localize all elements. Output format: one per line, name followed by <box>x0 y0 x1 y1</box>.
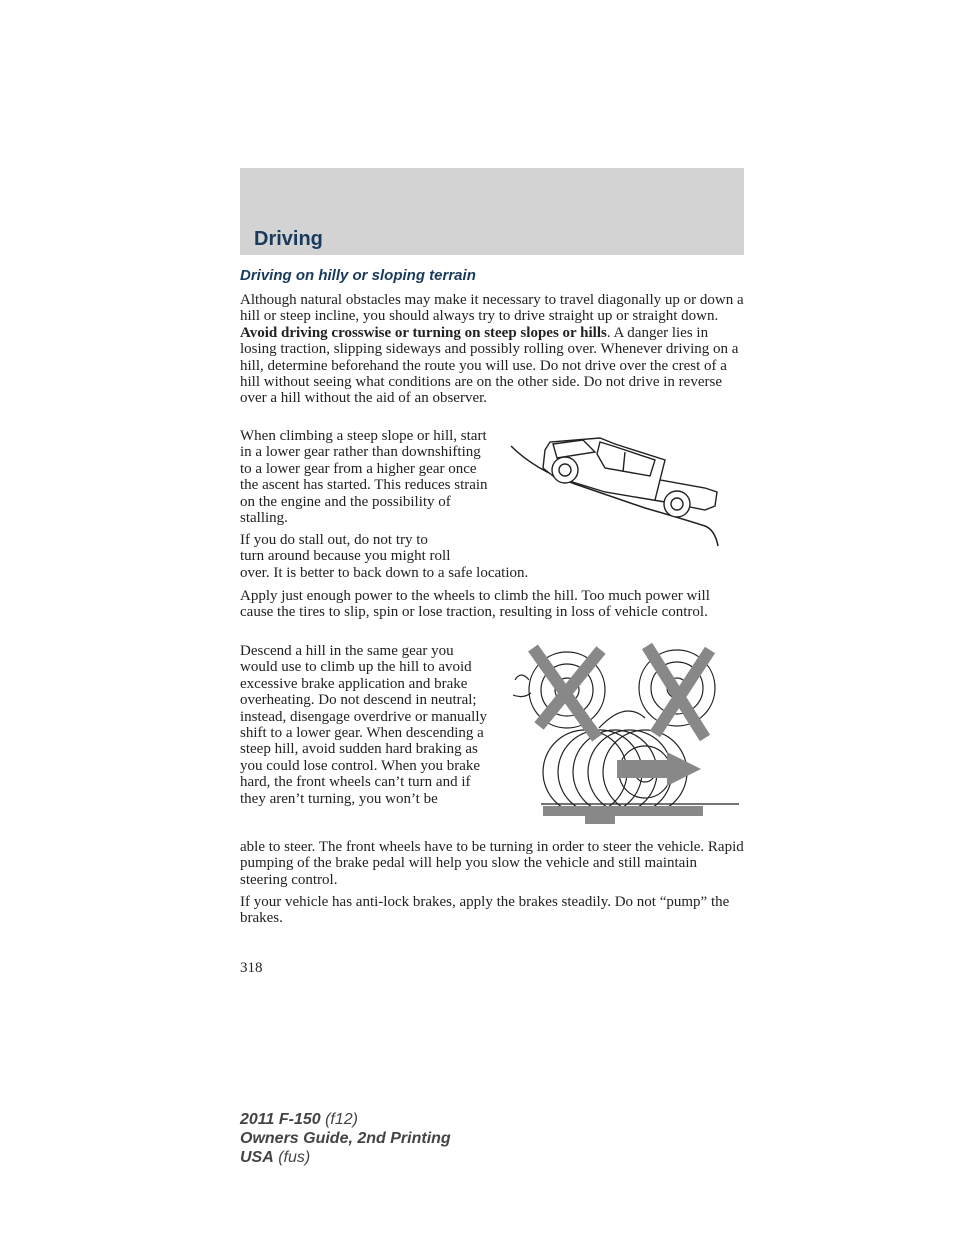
footer-model-code: (f12) <box>320 1111 358 1128</box>
paragraph-line: over. It is better to back down to a safe location. <box>240 564 529 581</box>
truck-on-slope-illustration <box>505 430 730 548</box>
paragraph-climbing: When climbing a steep slope or hill, start in a lower gear rather than downshifting to a lower gear from a higher gear once the ascent has started. This reduces strain on the engine and the possibility of stalling. <box>240 428 488 527</box>
section-header-band <box>240 168 744 255</box>
paragraph-power: Apply just enough power to the wheels to climb the hill. Too much power will cause the tires to slip, spin or lose traction, resulting in loss of vehicle control. <box>240 588 710 621</box>
paragraph-text: . A danger lies in losing traction, slipping sideways and possibly rolling over. Whenever driving on a hill, determine beforehand the route you will use. Do not drive over the crest of a hill without seeing what conditions are on the other side. Do not drive in reverse over a hill without the aid of an observer. <box>240 324 739 407</box>
footer-market-code: (fus) <box>273 1149 311 1166</box>
footer-market: USA <box>240 1149 274 1166</box>
paragraph-hill-intro <box>240 292 745 407</box>
section-header-title: Driving <box>254 228 323 250</box>
document-footer <box>240 1110 451 1167</box>
footer-line-model <box>240 1110 451 1129</box>
paragraph-text: Although natural obstacles may make it necessary to travel diagonally up or down a hill or steep incline, you should always try to drive straight up or straight down. <box>240 292 744 325</box>
footer-model: 2011 F-150 <box>240 1111 321 1128</box>
paragraph-line: If you do stall out, do not try to <box>240 532 428 548</box>
paragraph-line: turn around because you might roll <box>240 548 451 565</box>
paragraph-antilock: If your vehicle has anti-lock brakes, apply the brakes steadily. Do not “pump” the brakes. <box>240 894 730 927</box>
paragraph-steer: able to steer. The front wheels have to be turning in order to steer the vehicle. Rapid pumping of the brake pedal will help you slow the vehicle and still maintain steering control. <box>240 839 744 888</box>
subsection-title: Driving on hilly or sloping terrain <box>240 267 476 284</box>
page-number: 318 <box>240 960 263 976</box>
footer-line-guide: Owners Guide, 2nd Printing <box>240 1130 451 1147</box>
paragraph-descend: Descend a hill in the same gear you would use to climb up the hill to avoid excessive brake application and brake overheating. Do not descend in neutral; instead, disengage overdrive or manually shift to a lower gear. When descending a steep hill, avoid sudden hard braking as you could lose control. When you brake hard, the front wheels can’t turn and if they aren’t turning, you won’t be <box>240 643 488 807</box>
wheel-braking-illustration <box>505 640 745 830</box>
paragraph-bold-warning: Avoid driving crosswise or turning on steep slopes or hills <box>240 324 607 341</box>
footer-line-market <box>240 1148 451 1167</box>
